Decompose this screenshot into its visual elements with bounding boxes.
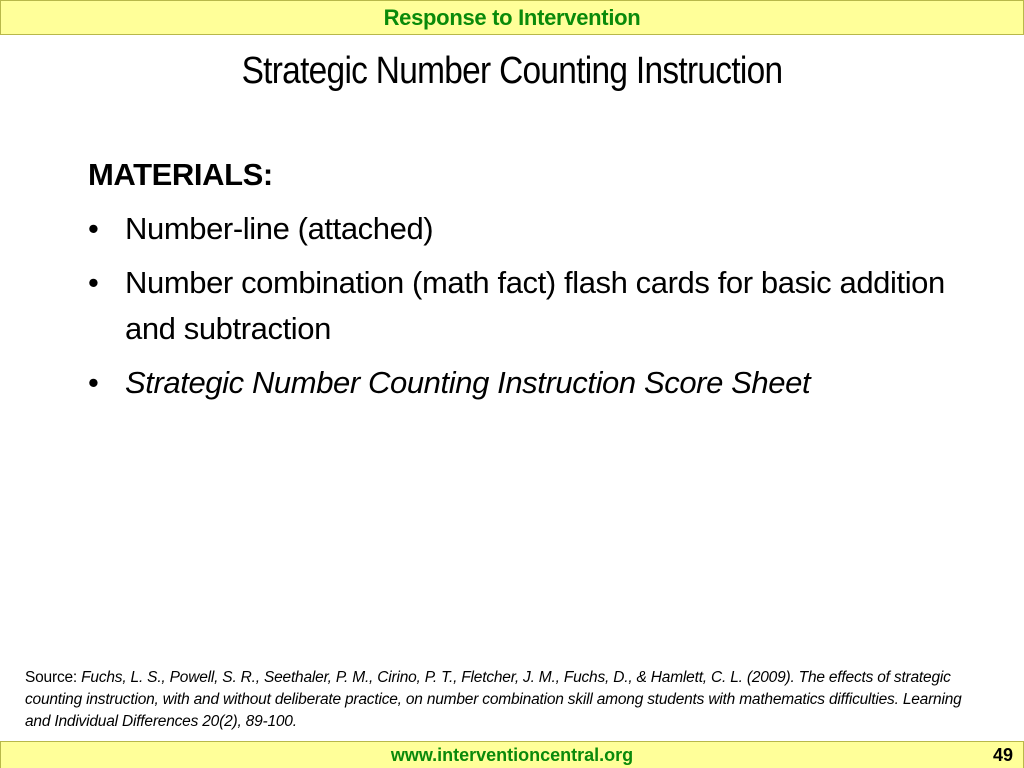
bullet-item [88,260,948,352]
bullet-text: Number combination (math fact) flash cards for basic addition and subtraction [125,265,945,346]
bullet-item [88,206,948,252]
header-banner [0,0,1024,35]
materials-heading: MATERIALS: [88,157,273,192]
page-number: 49 [992,745,1013,765]
banner-title: Response to Intervention [383,4,641,30]
footer-banner [0,741,1024,768]
source-label: Source: [25,669,82,686]
bullet-dot: • [88,365,99,400]
bullet-dot: • [88,211,99,246]
bullet-item [88,360,948,406]
slide-content [88,152,948,414]
bullet-dot: • [88,265,99,300]
score-sheet-title: Strategic Number Counting Instruction Score Sheet [125,365,811,400]
citation-text: Fuchs, L. S., Powell, S. R., Seethaler, P. M., Cirino, P. T., Fletcher, J. M., Fuchs, D., & Hamlett, C. L. (2009). The effects of strategic counting instruction, with and without deliberate practice, on number combination skill among students with mathematics difficulties. Learning and Individual Differences 20(2), 89-100. [25,669,962,730]
bullet-text: Number-line (attached) [125,211,434,246]
source-citation [25,667,965,733]
slide-title: Strategic Number Counting Instruction [241,50,783,92]
footer-url-link[interactable]: www.interventioncentral.org [390,744,634,765]
